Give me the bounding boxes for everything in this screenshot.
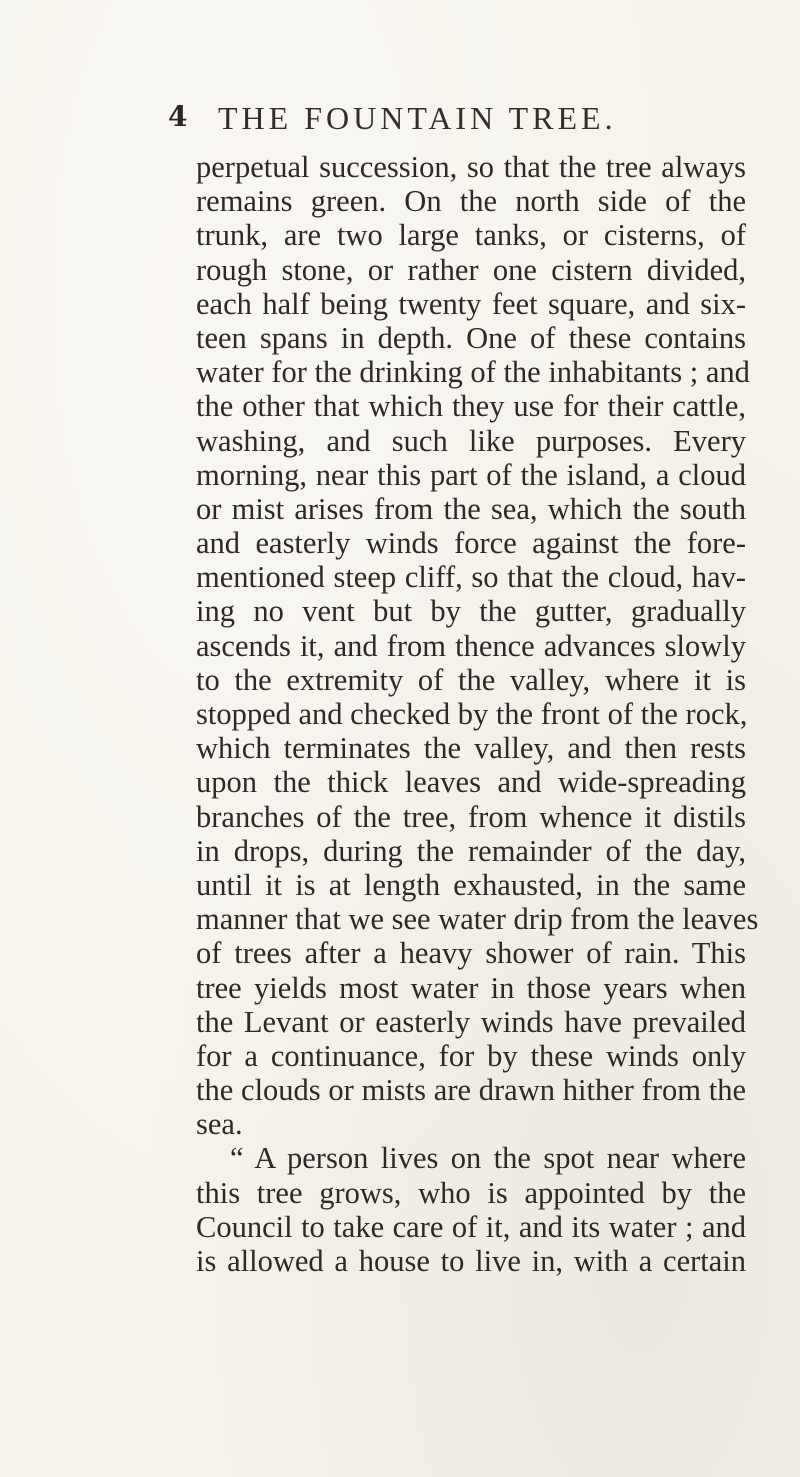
- body-text: [196, 150, 759, 1278]
- running-title: THE FOUNTAIN TREE.: [218, 100, 617, 136]
- page-header: [168, 100, 668, 140]
- text-line: mentioned steep cliff, so that the cloud, hav-: [196, 560, 746, 595]
- text-line: Council to take care of it, and its water ; and: [196, 1209, 746, 1244]
- text-line: remains green. On the north side of the: [196, 184, 746, 219]
- text-line: and easterly winds force against the fore-: [196, 526, 746, 561]
- text-line: this tree grows, who is appointed by the: [196, 1175, 746, 1210]
- text-line: which terminates the valley, and then rests: [196, 731, 746, 766]
- text-line: upon the thick leaves and wide-spreading: [196, 765, 746, 800]
- text-line: to the extremity of the valley, where it is: [196, 662, 746, 697]
- text-line: stopped and checked by the front of the rock,: [196, 697, 748, 731]
- text-line-paragraph-end: sea.: [196, 1107, 243, 1142]
- text-line: the clouds or mists are drawn hither from the: [196, 1073, 746, 1108]
- text-line: morning, near this part of the island, a cloud: [196, 457, 746, 492]
- text-line: or mist arises from the sea, which the south: [196, 491, 746, 526]
- text-line: each half being twenty feet square, and six-: [196, 286, 746, 321]
- text-line: the Levant or easterly winds have prevailed: [196, 1004, 746, 1039]
- text-line: ascends it, and from thence advances slowly: [196, 628, 746, 663]
- text-line: trunk, are two large tanks, or cisterns, of: [196, 218, 746, 253]
- text-line: the other that which they use for their cattle,: [196, 389, 746, 424]
- text-line: branches of the tree, from whence it distils: [196, 799, 746, 834]
- text-line: in drops, during the remainder of the day,: [196, 833, 746, 868]
- text-line: rough stone, or rather one cistern divided,: [196, 252, 746, 287]
- page-number: 4: [168, 100, 188, 133]
- text-line: perpetual succession, so that the tree always: [196, 150, 746, 184]
- text-line: washing, and such like purposes. Every: [196, 423, 746, 458]
- text-line: for a continuance, for by these winds only: [196, 1038, 746, 1073]
- text-line: ing no vent but by the gutter, gradually: [196, 594, 746, 629]
- text-line: is allowed a house to live in, with a certain: [196, 1244, 746, 1278]
- text-line: teen spans in depth. One of these contains: [196, 320, 746, 355]
- text-line: of trees after a heavy shower of rain. This: [196, 936, 746, 971]
- text-line: water for the drinking of the inhabitants ; and: [196, 355, 750, 390]
- text-line: until it is at length exhausted, in the same: [196, 867, 746, 902]
- text-line: tree yields most water in those years when: [196, 970, 746, 1005]
- text-line-quote-start: “ A person lives on the spot near where: [230, 1141, 746, 1176]
- text-line: manner that we see water drip from the leaves: [196, 902, 759, 937]
